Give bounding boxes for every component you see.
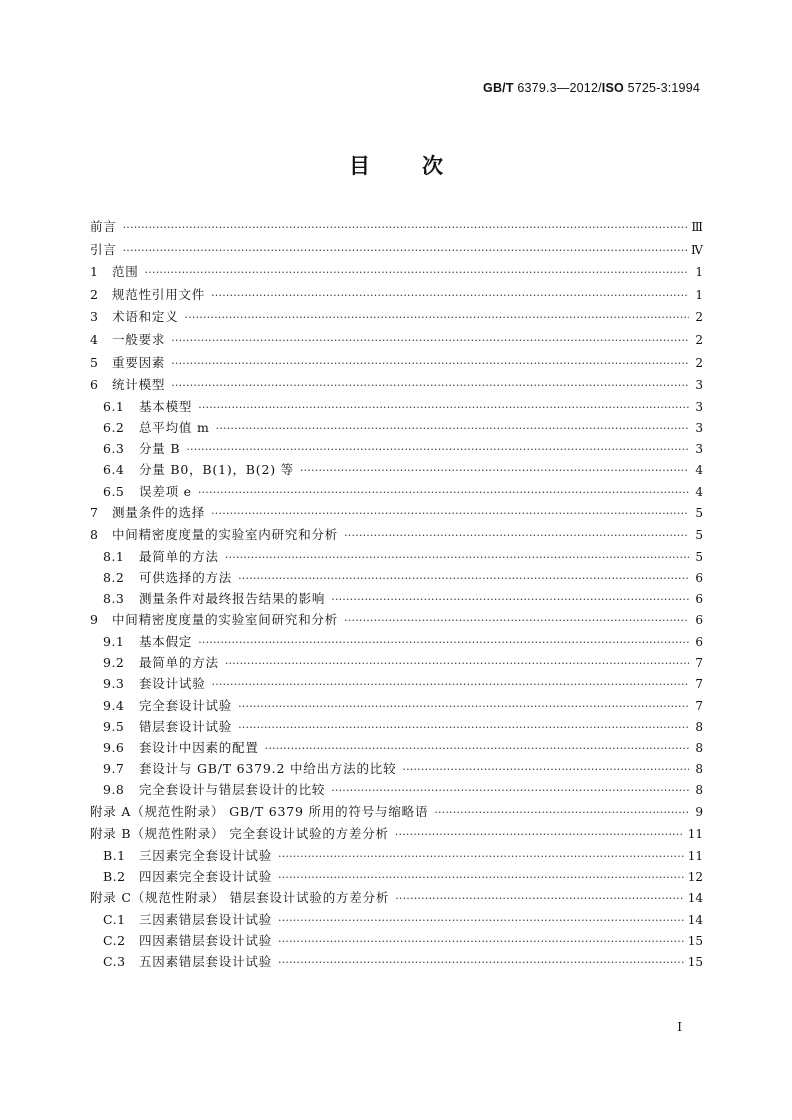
toc-entry-label: 附录 C（规范性附录） 错层套设计试验的方差分析 — [90, 890, 390, 906]
toc-entry-page: 11 — [687, 827, 703, 842]
toc-entry-page: 15 — [687, 933, 703, 948]
toc-entry-label: 附录 A（规范性附录） GB/T 6379 所用的符号与缩略语 — [90, 803, 429, 819]
toc-entry-page: 4 — [695, 463, 703, 478]
toc-dot-leader — [278, 956, 684, 969]
toc-entry-label: 套设计与 GB/T 6379.2 中给出方法的比较 — [139, 761, 397, 777]
toc-entry-number: 6.5 — [103, 483, 125, 499]
toc-entry-page: 3 — [695, 442, 703, 457]
toc-entry-label: 套设计中因素的配置 — [139, 739, 259, 755]
toc-entry-page: 8 — [695, 762, 703, 777]
toc-entry-label: 误差项 e — [139, 483, 192, 499]
toc-dot-leader — [344, 529, 689, 542]
toc-dot-leader — [225, 657, 689, 670]
toc-entry-page: 3 — [695, 378, 703, 393]
toc-entry[interactable] — [90, 717, 703, 738]
toc-entry-page: 8 — [695, 740, 703, 755]
toc-entry[interactable] — [90, 330, 703, 353]
toc-entry-label: 分量 B0，B(1)，B(2) 等 — [139, 462, 294, 478]
toc-entry[interactable] — [90, 824, 703, 847]
toc-entry-page: 5 — [695, 528, 703, 543]
toc-dot-leader — [198, 486, 689, 499]
toc-dot-leader — [402, 763, 689, 776]
toc-entry[interactable] — [90, 888, 703, 911]
toc-entry-page: 6 — [695, 571, 703, 586]
toc-entry[interactable] — [90, 610, 703, 633]
toc-entry-number: 6.2 — [103, 419, 125, 435]
toc-entry[interactable] — [90, 439, 703, 460]
toc-dot-leader — [278, 914, 684, 927]
toc-entry-label: 基本模型 — [139, 398, 193, 414]
toc-entry[interactable] — [90, 910, 703, 931]
toc-entry-page: 5 — [695, 549, 703, 564]
toc-entry-number: 6 — [90, 377, 99, 393]
iso-number: 5725-3:1994 — [623, 81, 700, 95]
toc-entry[interactable] — [90, 285, 703, 308]
toc-entry-number: 9.8 — [103, 782, 125, 798]
toc-dot-leader — [238, 572, 689, 585]
toc-entry-label: 总平均值 m — [139, 419, 210, 435]
toc-entry[interactable] — [90, 262, 703, 285]
toc-dot-leader — [331, 593, 689, 606]
title-char-1: 目 — [349, 154, 370, 178]
toc-entry-label: 错层套设计试验 — [139, 718, 233, 734]
toc-entry-page: 7 — [695, 656, 703, 671]
toc-entry[interactable] — [90, 759, 703, 780]
toc-entry[interactable] — [90, 802, 703, 825]
toc-entry-label: 测量条件的选择 — [112, 504, 206, 520]
document-code-header — [483, 81, 700, 95]
title-char-2: 次 — [422, 154, 443, 178]
toc-entry[interactable] — [90, 632, 703, 653]
toc-entry[interactable] — [90, 653, 703, 674]
toc-entry[interactable] — [90, 217, 703, 240]
toc-entry-page: 4 — [695, 484, 703, 499]
toc-entry[interactable] — [90, 397, 703, 418]
toc-entry-number: C.2 — [103, 932, 126, 948]
toc-entry-page: 7 — [695, 698, 703, 713]
standard-number: 6379.3—2012/ — [513, 81, 602, 95]
toc-dot-leader — [123, 221, 688, 234]
toc-entry-number: 9.2 — [103, 655, 125, 671]
toc-entry-number: 9.3 — [103, 676, 125, 692]
toc-dot-leader — [211, 507, 689, 520]
toc-entry-label: 最简单的方法 — [139, 655, 219, 671]
toc-entry-label: 规范性引用文件 — [112, 286, 206, 302]
toc-dot-leader — [211, 289, 689, 302]
toc-entry[interactable] — [90, 307, 703, 330]
toc-entry-label: 五因素错层套设计试验 — [139, 954, 273, 970]
toc-entry[interactable] — [90, 780, 703, 801]
toc-entry-label: 统计模型 — [112, 377, 166, 393]
toc-entry-number: 1 — [90, 264, 99, 280]
toc-entry-page: 7 — [695, 677, 703, 692]
toc-dot-leader — [225, 551, 689, 564]
toc-dot-leader — [171, 334, 689, 347]
table-of-contents — [90, 217, 703, 973]
toc-entry-label: 四因素完全套设计试验 — [139, 868, 273, 884]
toc-entry-number: 6.3 — [103, 441, 125, 457]
toc-entry-page: 11 — [687, 848, 703, 863]
toc-entry-page: 6 — [695, 592, 703, 607]
toc-entry[interactable] — [90, 674, 703, 695]
toc-entry-label: 重要因素 — [112, 354, 166, 370]
toc-entry-label: 最简单的方法 — [139, 548, 219, 564]
toc-entry-label: 前言 — [90, 219, 117, 234]
toc-entry[interactable] — [90, 846, 703, 867]
iso-prefix: ISO — [601, 81, 624, 95]
toc-entry-label: 完全套设计试验 — [139, 697, 233, 713]
toc-entry-page: 15 — [687, 955, 703, 970]
page-title — [0, 150, 792, 180]
toc-entry-page: 5 — [695, 505, 703, 520]
toc-entry[interactable] — [90, 418, 703, 439]
toc-entry[interactable] — [90, 931, 703, 952]
toc-dot-leader — [265, 742, 689, 755]
standard-prefix: GB/T — [483, 81, 514, 95]
toc-entry-label: 三因素完全套设计试验 — [139, 847, 273, 863]
toc-entry-label: 一般要求 — [112, 331, 166, 347]
toc-dot-leader — [171, 379, 689, 392]
toc-entry[interactable] — [90, 503, 703, 526]
toc-entry-number: C.1 — [103, 911, 126, 927]
toc-entry-page: 1 — [695, 287, 703, 302]
toc-entry[interactable] — [90, 525, 703, 548]
toc-entry-label: 基本假定 — [139, 634, 193, 650]
toc-entry-number: 7 — [90, 504, 99, 520]
toc-dot-leader — [395, 828, 684, 841]
toc-entry-label: 完全套设计与错层套设计的比较 — [139, 782, 326, 798]
toc-entry[interactable] — [90, 867, 703, 888]
toc-dot-leader — [278, 850, 684, 863]
toc-entry-number: C.3 — [103, 954, 126, 970]
toc-entry-label: 中间精密度度量的实验室间研究和分析 — [112, 612, 339, 628]
toc-entry-page: 9 — [695, 804, 703, 819]
toc-dot-leader — [278, 871, 684, 884]
toc-entry-number: 9.7 — [103, 761, 125, 777]
toc-entry-label: 中间精密度度量的实验室内研究和分析 — [112, 527, 339, 543]
toc-entry-number: 2 — [90, 286, 99, 302]
toc-dot-leader — [344, 614, 689, 627]
toc-entry-page: 8 — [695, 783, 703, 798]
toc-entry[interactable] — [90, 589, 703, 610]
toc-entry-page: 1 — [695, 265, 703, 280]
toc-entry-page: 6 — [695, 635, 703, 650]
toc-dot-leader — [434, 806, 689, 819]
toc-dot-leader — [278, 935, 684, 948]
toc-dot-leader — [123, 244, 687, 257]
toc-entry-page: 14 — [687, 912, 703, 927]
toc-entry-label: 引言 — [90, 241, 117, 257]
toc-entry[interactable] — [90, 696, 703, 717]
toc-entry-label: 范围 — [112, 264, 139, 280]
toc-entry-label: 可供选择的方法 — [139, 570, 233, 586]
toc-entry[interactable] — [90, 482, 703, 503]
toc-entry-number: 8.2 — [103, 570, 125, 586]
toc-entry-number: 8 — [90, 527, 99, 543]
toc-entry-page: 14 — [687, 891, 703, 906]
toc-entry-label: 术语和定义 — [112, 309, 179, 325]
toc-entry-label: 测量条件对最终报告结果的影响 — [139, 591, 326, 607]
toc-entry-label: 分量 B — [139, 441, 181, 457]
toc-entry-number: 9.4 — [103, 697, 125, 713]
toc-dot-leader — [331, 784, 689, 797]
toc-dot-leader — [395, 892, 684, 905]
toc-entry-page: 3 — [695, 420, 703, 435]
toc-dot-leader — [171, 357, 689, 370]
toc-dot-leader — [238, 721, 689, 734]
toc-dot-leader — [198, 401, 689, 414]
toc-entry-page: Ⅲ — [691, 220, 703, 234]
toc-entry-label: 附录 B（规范性附录） 完全套设计试验的方差分析 — [90, 826, 389, 842]
toc-entry-page: 2 — [695, 332, 703, 347]
toc-entry-number: 3 — [90, 309, 99, 325]
toc-entry-number: 6.1 — [103, 398, 125, 414]
toc-entry-number: 9.6 — [103, 739, 125, 755]
toc-dot-leader — [216, 422, 689, 435]
toc-entry-label: 套设计试验 — [139, 676, 206, 692]
toc-entry[interactable] — [90, 568, 703, 589]
toc-entry-page: 8 — [695, 719, 703, 734]
toc-dot-leader — [300, 464, 689, 477]
toc-entry-number: 9.1 — [103, 634, 125, 650]
toc-entry-number: 9 — [90, 612, 99, 628]
toc-entry-number: 9.5 — [103, 718, 125, 734]
toc-dot-leader — [238, 700, 689, 713]
toc-dot-leader — [145, 266, 689, 279]
toc-dot-leader — [198, 636, 689, 649]
toc-entry-number: 8.3 — [103, 591, 125, 607]
toc-entry[interactable] — [90, 547, 703, 568]
toc-entry-number: 4 — [90, 331, 99, 347]
toc-entry-number: B.1 — [103, 847, 126, 863]
toc-entry[interactable] — [90, 353, 703, 376]
toc-dot-leader — [186, 443, 689, 456]
toc-entry-number: 5 — [90, 354, 99, 370]
toc-dot-leader — [185, 311, 689, 324]
toc-dot-leader — [212, 678, 689, 691]
toc-entry[interactable] — [90, 952, 703, 973]
toc-entry[interactable] — [90, 375, 703, 398]
toc-entry-number: B.2 — [103, 868, 126, 884]
toc-entry-page: 2 — [695, 310, 703, 325]
toc-entry[interactable] — [90, 240, 703, 263]
toc-entry[interactable] — [90, 460, 703, 481]
toc-entry-label: 三因素错层套设计试验 — [139, 911, 273, 927]
toc-entry-page: 6 — [695, 613, 703, 628]
toc-entry-page: 3 — [695, 399, 703, 414]
toc-entry-page: Ⅳ — [691, 242, 703, 257]
toc-entry-number: 8.1 — [103, 548, 125, 564]
toc-entry-page: 12 — [687, 869, 703, 884]
toc-entry-number: 6.4 — [103, 462, 125, 478]
toc-entry[interactable] — [90, 738, 703, 759]
toc-entry-label: 四因素错层套设计试验 — [139, 932, 273, 948]
toc-entry-page: 2 — [695, 355, 703, 370]
footer-page-number: I — [677, 1020, 682, 1034]
